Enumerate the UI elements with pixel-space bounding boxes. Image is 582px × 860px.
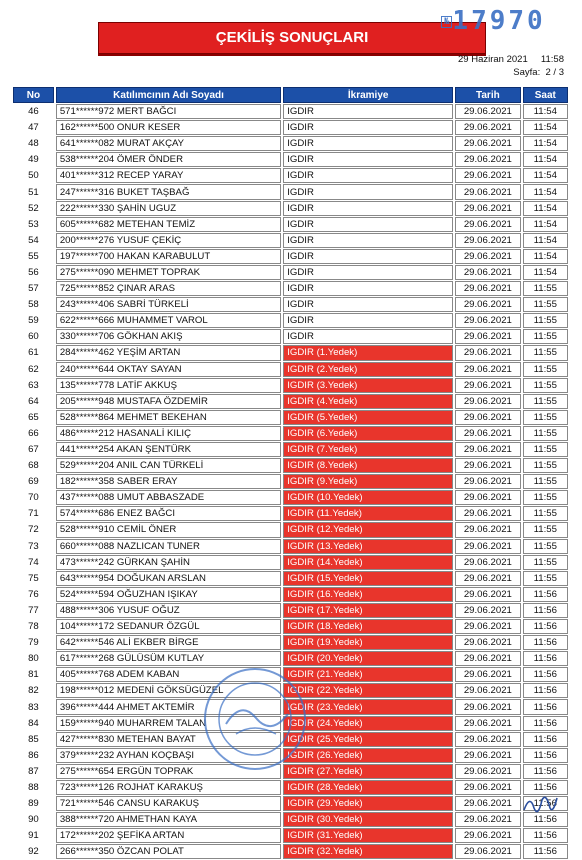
participant-name: 721******546 CANSU KARAKUŞ <box>56 796 281 811</box>
row-number: 80 <box>28 653 39 665</box>
table-row <box>13 474 568 489</box>
draw-date: 29.06.2021 <box>455 394 521 409</box>
draw-date: 29.06.2021 <box>455 699 521 714</box>
row-number: 64 <box>28 395 39 407</box>
draw-date: 29.06.2021 <box>455 522 521 537</box>
table-row <box>13 378 568 393</box>
prize-cell: IGDIR (19.Yedek) <box>283 635 453 650</box>
draw-time: 11:56 <box>523 828 568 843</box>
table-row <box>13 844 568 859</box>
row-number: 57 <box>28 283 39 295</box>
table-row <box>13 732 568 747</box>
draw-date: 29.06.2021 <box>455 748 521 763</box>
table-header-row <box>13 87 568 103</box>
document-number-box: № <box>441 16 452 28</box>
draw-date: 29.06.2021 <box>455 233 521 248</box>
draw-date: 29.06.2021 <box>455 555 521 570</box>
participant-name: 427******830 METEHAN BAYAT <box>56 732 281 747</box>
table-row <box>13 442 568 457</box>
draw-time: 11:56 <box>523 667 568 682</box>
draw-date: 29.06.2021 <box>455 201 521 216</box>
draw-time: 11:54 <box>523 136 568 151</box>
prize-cell: IGDIR (7.Yedek) <box>283 442 453 457</box>
draw-time: 11:55 <box>523 506 568 521</box>
draw-time: 11:56 <box>523 844 568 859</box>
draw-time: 11:55 <box>523 329 568 344</box>
table-row <box>13 651 568 666</box>
column-header-name: Katılımcının Adı Soyadı <box>56 87 281 103</box>
draw-date: 29.06.2021 <box>455 184 521 199</box>
draw-time: 11:55 <box>523 490 568 505</box>
draw-time: 11:55 <box>523 458 568 473</box>
participant-name: 642******546 ALİ EKBER BİRGE <box>56 635 281 650</box>
participant-name: 284******462 YEŞİM ARTAN <box>56 345 281 360</box>
table-row <box>13 635 568 650</box>
prize-cell: IGDIR (28.Yedek) <box>283 780 453 795</box>
table-body <box>13 104 568 859</box>
row-number: 91 <box>28 830 39 842</box>
participant-name: 617******268 GÜLÜSÜM KUTLAY <box>56 651 281 666</box>
draw-time: 11:56 <box>523 603 568 618</box>
row-number: 74 <box>28 556 39 568</box>
column-header-prize: İkramiye <box>283 87 453 103</box>
draw-date: 29.06.2021 <box>455 120 521 135</box>
draw-date: 29.06.2021 <box>455 136 521 151</box>
prize-cell: IGDIR <box>283 217 453 232</box>
prize-cell: IGDIR <box>283 297 453 312</box>
draw-date: 29.06.2021 <box>455 378 521 393</box>
prize-cell: IGDIR (6.Yedek) <box>283 426 453 441</box>
draw-date: 29.06.2021 <box>455 651 521 666</box>
draw-time: 11:56 <box>523 764 568 779</box>
participant-name: 135******778 LATİF AKKUŞ <box>56 378 281 393</box>
prize-cell: IGDIR <box>283 265 453 280</box>
draw-date: 29.06.2021 <box>455 217 521 232</box>
table-row <box>13 329 568 344</box>
row-number: 62 <box>28 363 39 375</box>
participant-name: 571******972 MERT BAĞCI <box>56 104 281 119</box>
prize-cell: IGDIR (25.Yedek) <box>283 732 453 747</box>
prize-cell: IGDIR (31.Yedek) <box>283 828 453 843</box>
table-row <box>13 555 568 570</box>
row-number: 79 <box>28 637 39 649</box>
table-row <box>13 603 568 618</box>
participant-name: 405******768 ADEM KABAN <box>56 667 281 682</box>
prize-cell: IGDIR (3.Yedek) <box>283 378 453 393</box>
table-row <box>13 426 568 441</box>
draw-date: 29.06.2021 <box>455 474 521 489</box>
draw-time: 11:55 <box>523 522 568 537</box>
draw-date: 29.06.2021 <box>455 442 521 457</box>
table-row <box>13 394 568 409</box>
prize-cell: IGDIR (5.Yedek) <box>283 410 453 425</box>
draw-time: 11:55 <box>523 281 568 296</box>
draw-date: 29.06.2021 <box>455 812 521 827</box>
draw-time: 11:54 <box>523 168 568 183</box>
row-number: 47 <box>28 122 39 134</box>
prize-cell: IGDIR (15.Yedek) <box>283 571 453 586</box>
table-row <box>13 539 568 554</box>
participant-name: 473******242 GÜRKAN ŞAHİN <box>56 555 281 570</box>
participant-name: 205******948 MUSTAFA ÖZDEMİR <box>56 394 281 409</box>
participant-name: 605******682 METEHAN TEMİZ <box>56 217 281 232</box>
row-number: 49 <box>28 154 39 166</box>
row-number: 69 <box>28 476 39 488</box>
date-time: 29 Haziran 2021 11:58 <box>458 54 564 65</box>
row-number: 68 <box>28 460 39 472</box>
prize-cell: IGDIR <box>283 184 453 199</box>
participant-name: 159******940 MUHARREM TALAN <box>56 716 281 731</box>
table-row <box>13 699 568 714</box>
draw-date: 29.06.2021 <box>455 587 521 602</box>
draw-time: 11:54 <box>523 201 568 216</box>
draw-time: 11:54 <box>523 184 568 199</box>
participant-name: 401******312 RECEP YARAY <box>56 168 281 183</box>
participant-name: 725******852 ÇINAR ARAS <box>56 281 281 296</box>
draw-date: 29.06.2021 <box>455 152 521 167</box>
row-number: 46 <box>28 106 39 118</box>
row-number: 87 <box>28 765 39 777</box>
row-number: 82 <box>28 685 39 697</box>
participant-name: 524******594 OĞUZHAN IŞIKAY <box>56 587 281 602</box>
draw-date: 29.06.2021 <box>455 410 521 425</box>
row-number: 55 <box>28 250 39 262</box>
row-number: 78 <box>28 621 39 633</box>
table-row <box>13 313 568 328</box>
draw-time: 11:54 <box>523 120 568 135</box>
draw-time: 11:56 <box>523 699 568 714</box>
draw-date: 29.06.2021 <box>455 619 521 634</box>
participant-name: 396******444 AHMET AKTEMİR <box>56 699 281 714</box>
prize-cell: IGDIR (22.Yedek) <box>283 683 453 698</box>
draw-date: 29.06.2021 <box>455 539 521 554</box>
table-row <box>13 522 568 537</box>
table-row <box>13 571 568 586</box>
table-row <box>13 506 568 521</box>
results-table <box>11 86 570 860</box>
row-number: 56 <box>28 266 39 278</box>
prize-cell: IGDIR (4.Yedek) <box>283 394 453 409</box>
draw-date: 29.06.2021 <box>455 458 521 473</box>
table-row <box>13 410 568 425</box>
prize-cell: IGDIR (17.Yedek) <box>283 603 453 618</box>
prize-cell: IGDIR <box>283 152 453 167</box>
row-number: 58 <box>28 299 39 311</box>
prize-cell: IGDIR (9.Yedek) <box>283 474 453 489</box>
draw-time: 11:56 <box>523 732 568 747</box>
row-number: 88 <box>28 781 39 793</box>
draw-time: 11:55 <box>523 345 568 360</box>
table-row <box>13 249 568 264</box>
draw-date: 29.06.2021 <box>455 104 521 119</box>
row-number: 61 <box>28 347 39 359</box>
draw-time: 11:56 <box>523 812 568 827</box>
row-number: 63 <box>28 379 39 391</box>
page-number: Sayfa: 2 / 3 <box>513 67 564 78</box>
participant-name: 528******864 MEHMET BEKEHAN <box>56 410 281 425</box>
prize-cell: IGDIR <box>283 313 453 328</box>
table-row <box>13 828 568 843</box>
prize-cell: IGDIR <box>283 120 453 135</box>
participant-name: 275******654 ERGÜN TOPRAK <box>56 764 281 779</box>
draw-time: 11:54 <box>523 217 568 232</box>
row-number: 89 <box>28 798 39 810</box>
prize-cell: IGDIR <box>283 329 453 344</box>
prize-cell: IGDIR (1.Yedek) <box>283 345 453 360</box>
draw-date: 29.06.2021 <box>455 716 521 731</box>
participant-name: 104******172 SEDANUR ÖZGÜL <box>56 619 281 634</box>
draw-time: 11:56 <box>523 683 568 698</box>
draw-date: 29.06.2021 <box>455 780 521 795</box>
table-row <box>13 683 568 698</box>
row-number: 51 <box>28 186 39 198</box>
row-number: 72 <box>28 524 39 536</box>
participant-name: 622******666 MUHAMMET VAROL <box>56 313 281 328</box>
participant-name: 488******306 YUSUF OĞUZ <box>56 603 281 618</box>
row-number: 83 <box>28 701 39 713</box>
draw-date: 29.06.2021 <box>455 281 521 296</box>
prize-cell: IGDIR <box>283 281 453 296</box>
document-number-value: 17970 <box>452 6 546 36</box>
row-number: 90 <box>28 814 39 826</box>
row-number: 53 <box>28 218 39 230</box>
draw-time: 11:55 <box>523 362 568 377</box>
table-row <box>13 136 568 151</box>
prize-cell: IGDIR (11.Yedek) <box>283 506 453 521</box>
draw-date: 29.06.2021 <box>455 490 521 505</box>
prize-cell: IGDIR (30.Yedek) <box>283 812 453 827</box>
row-number: 92 <box>28 846 39 858</box>
row-number: 50 <box>28 170 39 182</box>
draw-date: 29.06.2021 <box>455 828 521 843</box>
participant-name: 643******954 DOĞUKAN ARSLAN <box>56 571 281 586</box>
participant-name: 172******202 ŞEFİKA ARTAN <box>56 828 281 843</box>
draw-date: 29.06.2021 <box>455 297 521 312</box>
participant-name: 200******276 YUSUF ÇEKİÇ <box>56 233 281 248</box>
page-title: ÇEKİLİŞ SONUÇLARI <box>98 22 486 54</box>
draw-date: 29.06.2021 <box>455 313 521 328</box>
draw-time: 11:54 <box>523 104 568 119</box>
row-number: 66 <box>28 427 39 439</box>
table-row <box>13 184 568 199</box>
table-row <box>13 168 568 183</box>
draw-time: 11:56 <box>523 635 568 650</box>
row-number: 76 <box>28 588 39 600</box>
prize-cell: IGDIR (12.Yedek) <box>283 522 453 537</box>
draw-date: 29.06.2021 <box>455 844 521 859</box>
prize-cell: IGDIR (14.Yedek) <box>283 555 453 570</box>
draw-date: 29.06.2021 <box>455 667 521 682</box>
participant-name: 275******090 MEHMET TOPRAK <box>56 265 281 280</box>
participant-name: 198******012 MEDENİ GÖKSÜGÜZEL <box>56 683 281 698</box>
participant-name: 538******204 ÖMER ÖNDER <box>56 152 281 167</box>
prize-cell: IGDIR (29.Yedek) <box>283 796 453 811</box>
draw-time: 11:54 <box>523 233 568 248</box>
table-row <box>13 587 568 602</box>
prize-cell: IGDIR (24.Yedek) <box>283 716 453 731</box>
prize-cell: IGDIR (32.Yedek) <box>283 844 453 859</box>
table-row <box>13 812 568 827</box>
participant-name: 388******720 AHMETHAN KAYA <box>56 812 281 827</box>
table-row <box>13 764 568 779</box>
prize-cell: IGDIR (10.Yedek) <box>283 490 453 505</box>
row-number: 73 <box>28 540 39 552</box>
prize-cell: IGDIR (18.Yedek) <box>283 619 453 634</box>
row-number: 60 <box>28 331 39 343</box>
column-header-no: No <box>13 87 54 103</box>
prize-cell: IGDIR <box>283 168 453 183</box>
draw-date: 29.06.2021 <box>455 345 521 360</box>
draw-time: 11:56 <box>523 651 568 666</box>
draw-time: 11:55 <box>523 313 568 328</box>
table-row <box>13 619 568 634</box>
draw-time: 11:55 <box>523 297 568 312</box>
participant-name: 330******706 GÖKHAN AKIŞ <box>56 329 281 344</box>
prize-cell: IGDIR (8.Yedek) <box>283 458 453 473</box>
table-row <box>13 458 568 473</box>
draw-date: 29.06.2021 <box>455 732 521 747</box>
table-row <box>13 716 568 731</box>
draw-date: 29.06.2021 <box>455 168 521 183</box>
prize-cell: IGDIR (13.Yedek) <box>283 539 453 554</box>
participant-name: 162******500 ONUR KESER <box>56 120 281 135</box>
table-row <box>13 362 568 377</box>
table-row <box>13 490 568 505</box>
draw-time: 11:54 <box>523 249 568 264</box>
prize-cell: IGDIR (21.Yedek) <box>283 667 453 682</box>
draw-time: 11:55 <box>523 394 568 409</box>
draw-time: 11:56 <box>523 796 568 811</box>
participant-name: 197******700 HAKAN KARABULUT <box>56 249 281 264</box>
prize-cell: IGDIR <box>283 201 453 216</box>
row-number: 84 <box>28 717 39 729</box>
prize-cell: IGDIR <box>283 136 453 151</box>
draw-date: 29.06.2021 <box>455 571 521 586</box>
draw-time: 11:55 <box>523 410 568 425</box>
row-number: 71 <box>28 508 39 520</box>
prize-cell: IGDIR (26.Yedek) <box>283 748 453 763</box>
column-header-time: Saat <box>523 87 568 103</box>
participant-name: 437******088 UMUT ABBASZADE <box>56 490 281 505</box>
participant-name: 574******686 ENEZ BAĞCI <box>56 506 281 521</box>
row-number: 77 <box>28 604 39 616</box>
draw-time: 11:55 <box>523 442 568 457</box>
table-row <box>13 104 568 119</box>
row-number: 52 <box>28 202 39 214</box>
table-row <box>13 667 568 682</box>
table-row <box>13 345 568 360</box>
participant-name: 379******232 AYHAN KOÇBAŞI <box>56 748 281 763</box>
row-number: 48 <box>28 138 39 150</box>
table-row <box>13 152 568 167</box>
draw-date: 29.06.2021 <box>455 506 521 521</box>
row-number: 70 <box>28 492 39 504</box>
draw-date: 29.06.2021 <box>455 764 521 779</box>
draw-time: 11:56 <box>523 780 568 795</box>
draw-date: 29.06.2021 <box>455 362 521 377</box>
table-row <box>13 201 568 216</box>
draw-time: 11:54 <box>523 152 568 167</box>
prize-cell: IGDIR <box>283 233 453 248</box>
participant-name: 641******082 MURAT AKÇAY <box>56 136 281 151</box>
draw-time: 11:55 <box>523 474 568 489</box>
draw-date: 29.06.2021 <box>455 635 521 650</box>
participant-name: 529******204 ANIL CAN TÜRKELİ <box>56 458 281 473</box>
draw-time: 11:56 <box>523 716 568 731</box>
participant-name: 182******358 SABER ERAY <box>56 474 281 489</box>
table-row <box>13 265 568 280</box>
participant-name: 247******316 BUKET TAŞBAĞ <box>56 184 281 199</box>
draw-time: 11:55 <box>523 555 568 570</box>
draw-time: 11:56 <box>523 587 568 602</box>
participant-name: 441******254 AKAN ŞENTÜRK <box>56 442 281 457</box>
draw-time: 11:55 <box>523 378 568 393</box>
draw-time: 11:56 <box>523 748 568 763</box>
draw-date: 29.06.2021 <box>455 265 521 280</box>
row-number: 67 <box>28 444 39 456</box>
table-row <box>13 297 568 312</box>
prize-cell: IGDIR <box>283 249 453 264</box>
prize-cell: IGDIR <box>283 104 453 119</box>
prize-cell: IGDIR (2.Yedek) <box>283 362 453 377</box>
row-number: 85 <box>28 733 39 745</box>
table-row <box>13 281 568 296</box>
participant-name: 222******330 ŞAHİN UGUZ <box>56 201 281 216</box>
row-number: 59 <box>28 315 39 327</box>
prize-cell: IGDIR (23.Yedek) <box>283 699 453 714</box>
table-row <box>13 780 568 795</box>
participant-name: 243******406 SABRİ TÜRKELİ <box>56 297 281 312</box>
draw-time: 11:56 <box>523 619 568 634</box>
draw-date: 29.06.2021 <box>455 426 521 441</box>
draw-time: 11:55 <box>523 571 568 586</box>
prize-cell: IGDIR (20.Yedek) <box>283 651 453 666</box>
row-number: 75 <box>28 572 39 584</box>
participant-name: 723******126 ROJHAT KARAKUŞ <box>56 780 281 795</box>
draw-time: 11:55 <box>523 539 568 554</box>
draw-time: 11:54 <box>523 265 568 280</box>
participant-name: 486******212 HASANALİ KILIÇ <box>56 426 281 441</box>
draw-date: 29.06.2021 <box>455 249 521 264</box>
participant-name: 266******350 ÖZCAN POLAT <box>56 844 281 859</box>
draw-date: 29.06.2021 <box>455 329 521 344</box>
row-number: 86 <box>28 749 39 761</box>
draw-time: 11:55 <box>523 426 568 441</box>
row-number: 65 <box>28 411 39 423</box>
draw-date: 29.06.2021 <box>455 683 521 698</box>
table-row <box>13 233 568 248</box>
draw-date: 29.06.2021 <box>455 603 521 618</box>
table-row <box>13 748 568 763</box>
document-number <box>441 6 546 36</box>
draw-date: 29.06.2021 <box>455 796 521 811</box>
participant-name: 528******910 CEMİL ÖNER <box>56 522 281 537</box>
participant-name: 240******644 OKTAY SAYAN <box>56 362 281 377</box>
row-number: 54 <box>28 234 39 246</box>
prize-cell: IGDIR (16.Yedek) <box>283 587 453 602</box>
table-row <box>13 796 568 811</box>
participant-name: 660******088 NAZLICAN TUNER <box>56 539 281 554</box>
prize-cell: IGDIR (27.Yedek) <box>283 764 453 779</box>
table-row <box>13 217 568 232</box>
row-number: 81 <box>28 669 39 681</box>
column-header-date: Tarih <box>455 87 521 103</box>
table-row <box>13 120 568 135</box>
